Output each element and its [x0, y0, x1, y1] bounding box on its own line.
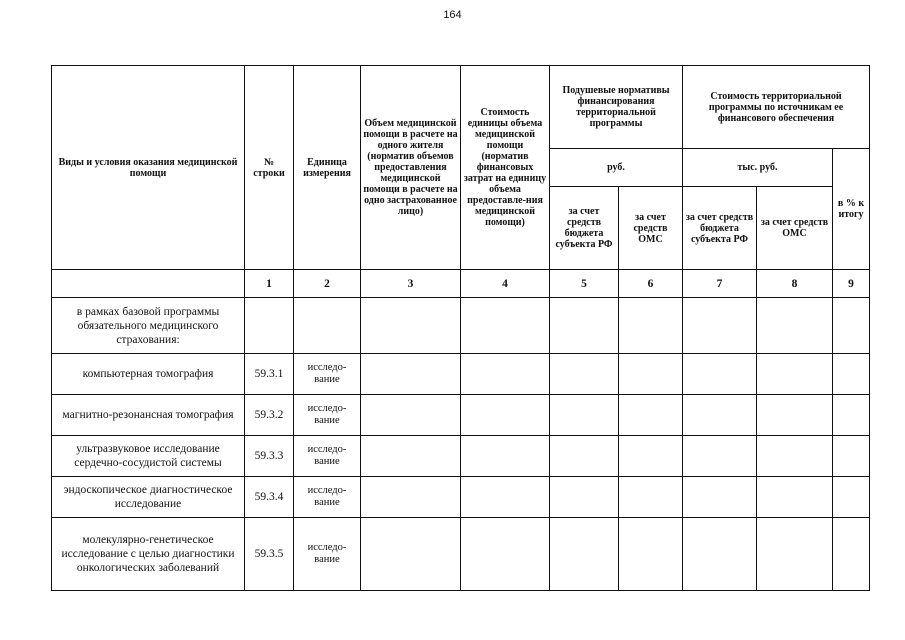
header-budget-rf-rub: за счет средств бюджета субъекта РФ — [550, 187, 619, 270]
header-thous-rub: тыс. руб. — [683, 149, 833, 187]
row-name: магнитно-резонансная томография — [52, 395, 245, 436]
column-number: 7 — [683, 270, 757, 298]
table-row — [52, 395, 870, 436]
table-row — [52, 518, 870, 591]
header-unit-cost: Стоимость единицы объема медицинской помощи (норматив финансовых затрат на единицу объема предоставле-ния медицинской помощи) — [461, 66, 550, 270]
table-row — [52, 436, 870, 477]
header-oms-thous: за счет средств ОМС — [757, 187, 833, 270]
table-row — [52, 477, 870, 518]
row-code — [245, 298, 294, 354]
row-unit: исследо-вание — [294, 477, 361, 518]
row-unit: исследо-вание — [294, 436, 361, 477]
table-row — [52, 298, 870, 354]
header-types: Виды и условия оказания медицинской помощи — [52, 66, 245, 270]
row-code: 59.3.2 — [245, 395, 294, 436]
row-code: 59.3.3 — [245, 436, 294, 477]
row-unit: исследо-вание — [294, 518, 361, 591]
column-number: 8 — [757, 270, 833, 298]
financing-table — [51, 65, 870, 591]
row-name: компьютерная томография — [52, 354, 245, 395]
column-number: 9 — [833, 270, 870, 298]
column-number: 4 — [461, 270, 550, 298]
header-row-number: № строки — [245, 66, 294, 270]
row-unit: исследо-вание — [294, 354, 361, 395]
row-name: в рамках базовой программы обязательного медицинского страхования: — [52, 298, 245, 354]
header-percent-total: в % к итогу — [833, 149, 870, 270]
column-number-blank — [52, 270, 245, 298]
header-per-capita: Подушевые нормативы финансирования территориальной программы — [550, 66, 683, 149]
header-volume: Объем медицинской помощи в расчете на одного жителя (норматив объемов предоставления медицинской помощи в расчете на одно застрахованное лицо) — [361, 66, 461, 270]
column-number: 3 — [361, 270, 461, 298]
table-row — [52, 354, 870, 395]
row-name: молекулярно-генетическое исследование с целью диагностики онкологических заболеваний — [52, 518, 245, 591]
header-unit: Единица измерения — [294, 66, 361, 270]
column-number: 6 — [619, 270, 683, 298]
column-number: 5 — [550, 270, 619, 298]
column-number: 2 — [294, 270, 361, 298]
row-code: 59.3.5 — [245, 518, 294, 591]
row-unit: исследо-вание — [294, 395, 361, 436]
column-number: 1 — [245, 270, 294, 298]
row-unit — [294, 298, 361, 354]
row-name: ультразвуковое исследование сердечно-сосудистой системы — [52, 436, 245, 477]
header-oms-rub: за счет средств ОМС — [619, 187, 683, 270]
header-budget-rf-thous: за счет средств бюджета субъекта РФ — [683, 187, 757, 270]
row-code: 59.3.1 — [245, 354, 294, 395]
header-rub: руб. — [550, 149, 683, 187]
header-territorial-cost: Стоимость территориальной программы по источникам ее финансового обеспечения — [683, 66, 870, 149]
row-code: 59.3.4 — [245, 477, 294, 518]
page-number: 164 — [443, 9, 462, 21]
row-name: эндоскопическое диагностическое исследование — [52, 477, 245, 518]
